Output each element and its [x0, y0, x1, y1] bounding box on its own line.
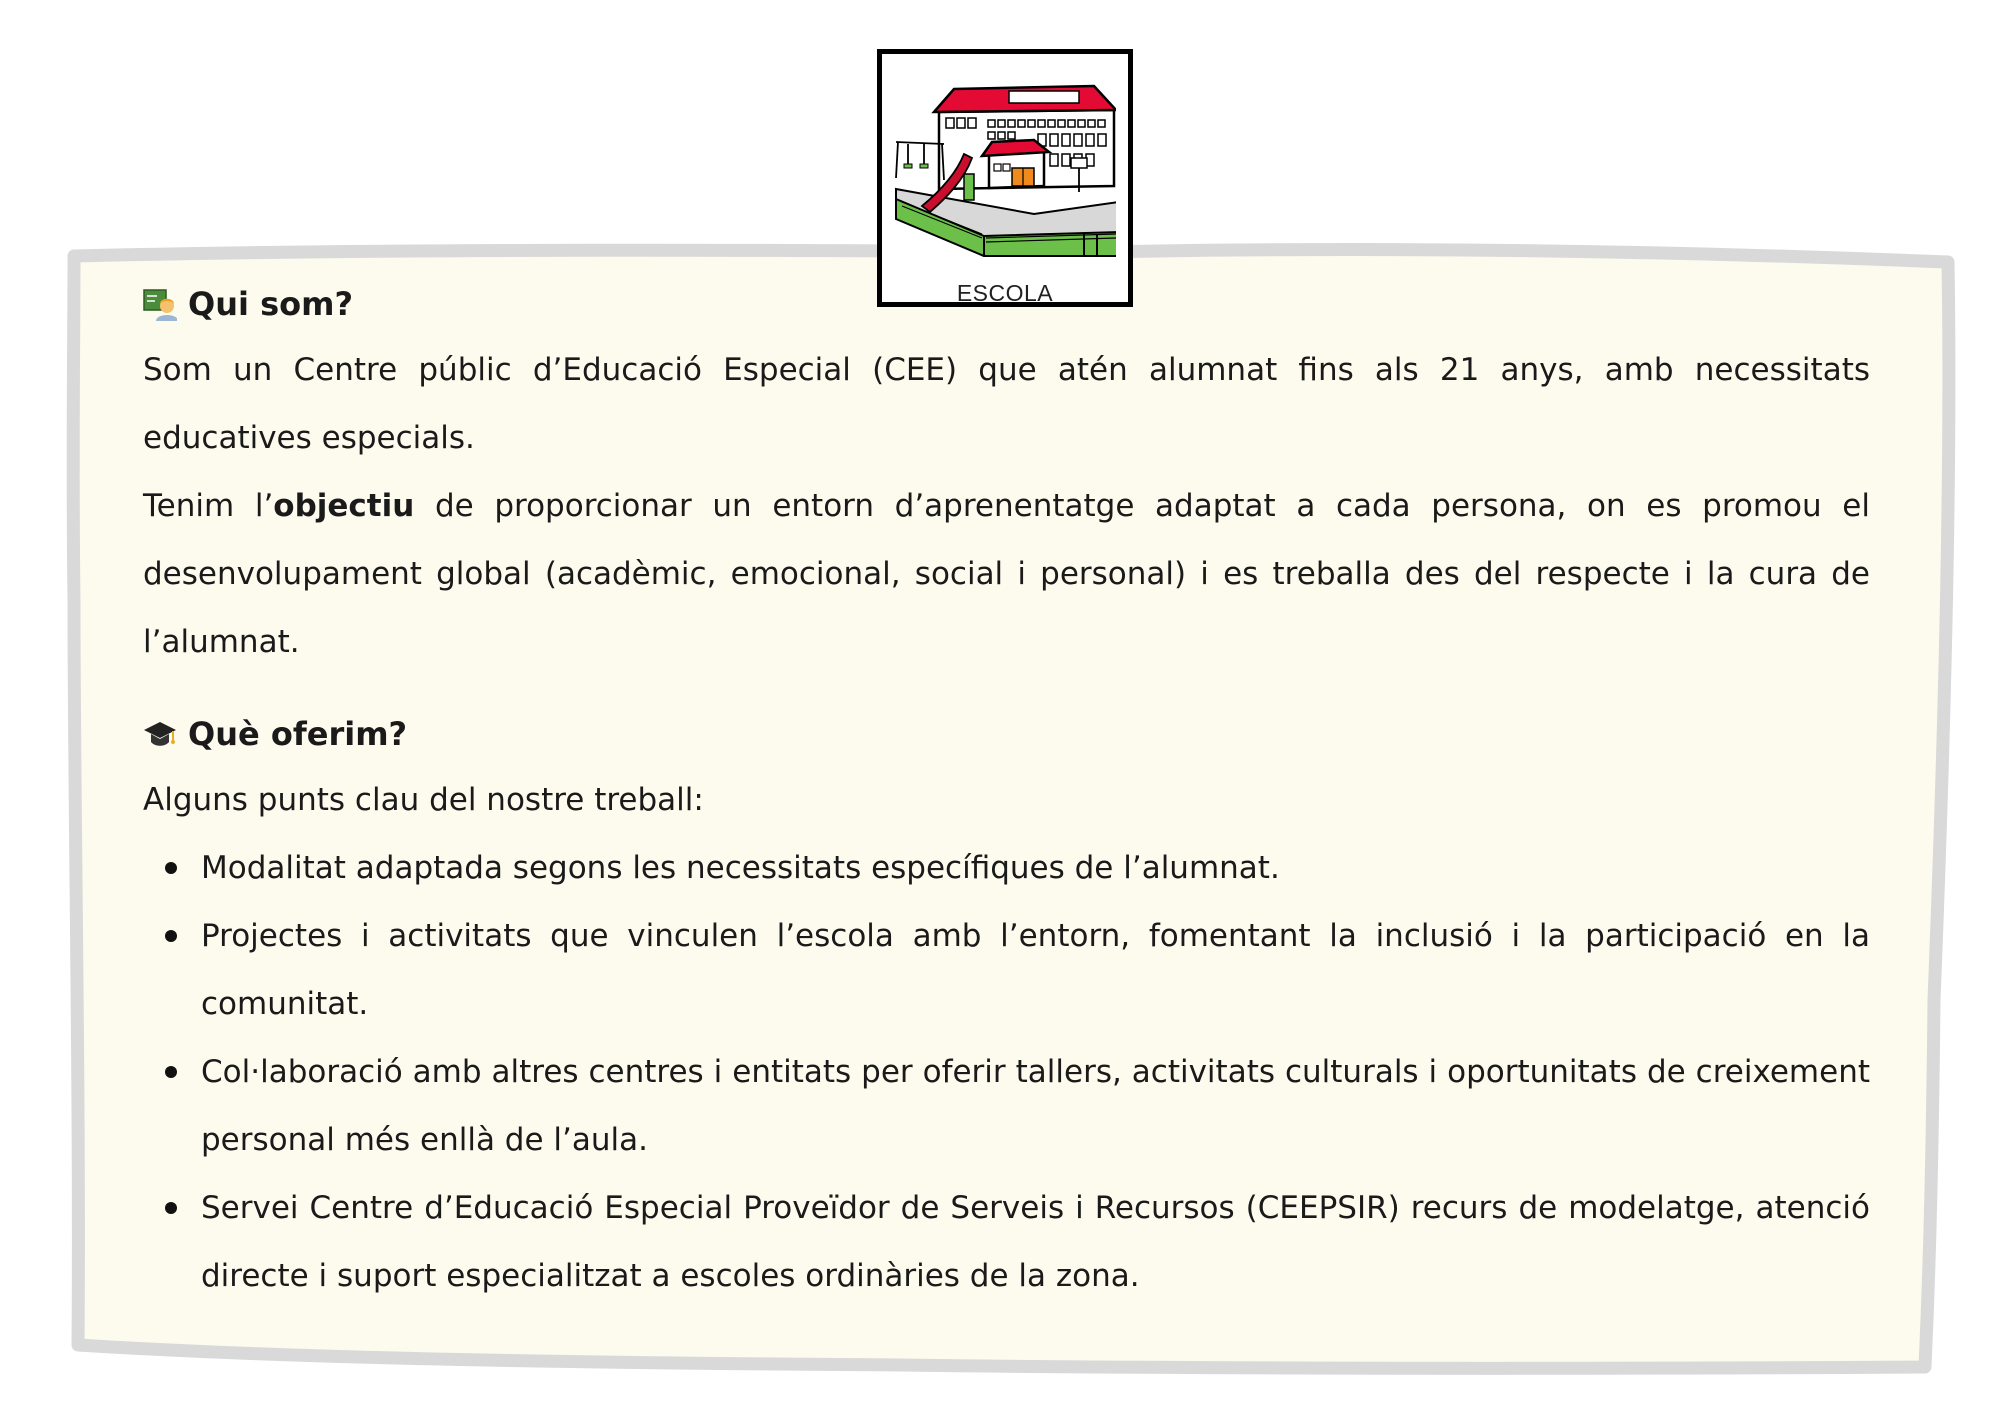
- bullet-icon: [165, 862, 177, 874]
- bullet-icon: [165, 1202, 177, 1214]
- teacher-emoji-icon: [143, 287, 177, 321]
- heading-text: Qui som?: [188, 285, 354, 323]
- objective-text-end: de proporcionar un entorn d’aprenentatge adaptat a cada persona, on es promou el desenvolupament global (acadèmic, emocional, social i personal) i es treballa des del respecte i la cura de l’alumnat.: [143, 488, 1870, 660]
- section-heading-que-oferim: [143, 702, 1870, 766]
- bullet-icon: [165, 1066, 177, 1078]
- objective-keyword: objectiu: [273, 488, 415, 524]
- paragraph-intro: Alguns punts clau del nostre treball:: [143, 782, 704, 818]
- list-item: [143, 834, 1870, 902]
- paragraph-objective: [143, 472, 1870, 676]
- objective-text-start: Tenim l’: [143, 488, 274, 524]
- bullet-icon: [165, 930, 177, 942]
- list-item: [143, 1174, 1870, 1310]
- section-heading-qui-som: [143, 272, 1870, 336]
- list-item-text: Servei Centre d’Educació Especial Proveïdor de Serveis i Recursos (CEEPSIR) recurs de modelatge, atenció directe i suport especialitzat a escoles ordinàries de la zona.: [201, 1190, 1870, 1294]
- paragraph-who-we-are: Som un Centre públic d’Educació Especial (CEE) que atén alumnat fins als 21 anys, amb necessitats educatives especials.: [143, 352, 1870, 456]
- list-item: [143, 902, 1870, 1038]
- list-item-text: Col·laboració amb altres centres i entitats per oferir tallers, activitats culturals i oportunitats de creixement personal més enllà de l’aula.: [201, 1054, 1870, 1158]
- school-pictogram: [877, 49, 1133, 307]
- school-building-icon: [894, 74, 1116, 274]
- list-item: [143, 1038, 1870, 1174]
- graduation-cap-icon: [143, 717, 177, 751]
- content-area: [143, 272, 1870, 1310]
- pictogram-label: ESCOLA: [956, 280, 1054, 306]
- heading-text: Què oferim?: [188, 715, 408, 753]
- list-item-text: Projectes i activitats que vinculen l’escola amb l’entorn, fomentant la inclusió i la participació en la comunitat.: [201, 918, 1870, 1022]
- list-item-text: Modalitat adaptada segons les necessitats específiques de l’alumnat.: [201, 850, 1280, 886]
- key-points-list: [143, 834, 1870, 1310]
